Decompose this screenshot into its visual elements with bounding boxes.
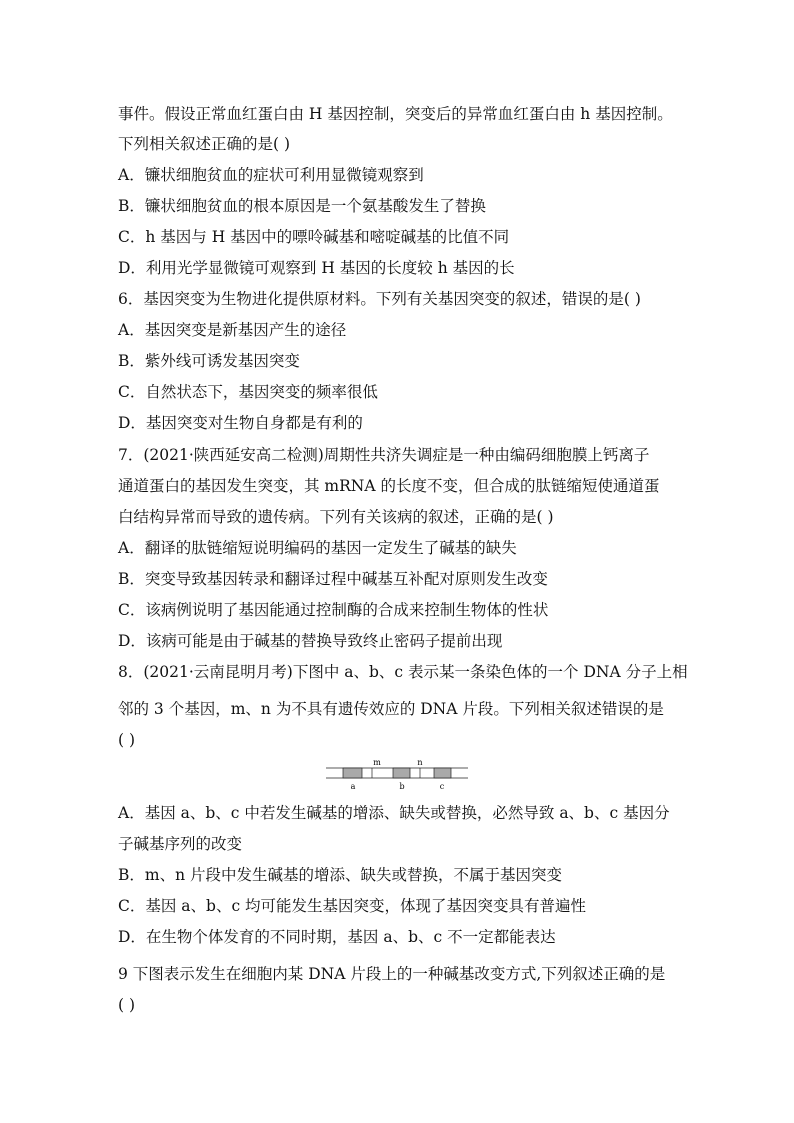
option-d: D．该病可能是由于碱基的替换导致终止密码子提前出现 [118, 632, 503, 650]
option-c: C．基因 a、b、c 均可能发生基因突变，体现了基因突变具有普遍性 [118, 897, 587, 915]
option-c: C．该病例说明了基因能通过控制酶的合成来控制生物体的性状 [118, 601, 549, 619]
question-stem: 下列相关叙述正确的是( ) [118, 135, 291, 153]
label-c: c [439, 782, 445, 791]
option-b: B．突变导致基因转录和翻译过程中碱基互补配对原则发生改变 [118, 570, 548, 588]
gene-b [393, 768, 410, 778]
label-b: b [399, 782, 405, 791]
option-b: B．紫外线可诱发基因突变 [118, 352, 300, 370]
option-c: C．h 基因与 H 基因中的嘌呤碱基和嘧啶碱基的比值不同 [118, 228, 510, 246]
option-a: A．基因突变是新基因产生的途径 [118, 321, 347, 339]
question-8: 8．(2021·云南昆明月考)下图中 a、b、c 表示某一条染色体的一个 DNA 分子上相 [118, 663, 688, 681]
label-a: a [350, 782, 356, 791]
question-6: 6．基因突变为生物进化提供原材料。下列有关基因突变的叙述，错误的是( ) [118, 290, 641, 308]
option-a: A．镰状细胞贫血的症状可利用显微镜观察到 [118, 166, 424, 184]
gene-c [434, 768, 451, 778]
option-d: D．利用光学显微镜可观察到 H 基因的长度较 h 基因的长 [118, 259, 515, 277]
question-7-line-3: 白结构异常而导致的遗传病。下列有关该病的叙述，正确的是( ) [118, 508, 554, 526]
question-9-line-2: ( ) [118, 996, 136, 1014]
label-m: m [373, 758, 381, 767]
question-7: 7．(2021·陕西延安高二检测)周期性共济失调症是一种由编码细胞膜上钙离子 [118, 446, 650, 464]
option-b: B．m、n 片段中发生碱基的增添、缺失或替换，不属于基因突变 [118, 866, 562, 884]
question-8-line-2: 邻的 3 个基因，m、n 为不具有遗传效应的 DNA 片段。下列相关叙述错误的是 [118, 700, 664, 718]
option-d: D．基因突变对生物自身都是有利的 [118, 414, 363, 432]
label-n: n [417, 758, 423, 767]
option-b: B．镰状细胞贫血的根本原因是一个氨基酸发生了替换 [118, 197, 486, 215]
question-9: 9 下图表示发生在细胞内某 DNA 片段上的一种碱基改变方式,下列叙述正确的是 [118, 965, 666, 983]
option-d: D．在生物个体发育的不同时期，基因 a、b、c 不一定都能表达 [118, 928, 556, 946]
dna-gene-diagram [326, 758, 468, 792]
option-a: A．基因 a、b、c 中若发生碱基的增添、缺失或替换，必然导致 a、b、c 基因分 [118, 804, 670, 822]
gene-a [343, 768, 362, 778]
text-line: 事件。假设正常血红蛋白由 H 基因控制，突变后的异常血红蛋白由 h 基因控制。 [118, 105, 673, 123]
option-c: C．自然状态下，基因突变的频率很低 [118, 383, 378, 401]
question-7-line-2: 通道蛋白的基因发生突变，其 mRNA 的长度不变，但合成的肽链缩短使通道蛋 [118, 477, 660, 495]
option-a: A．翻译的肽链缩短说明编码的基因一定发生了碱基的缺失 [118, 539, 517, 557]
question-8-line-3: ( ) [118, 731, 136, 749]
option-a-line-2: 子碱基序列的改变 [118, 835, 243, 853]
